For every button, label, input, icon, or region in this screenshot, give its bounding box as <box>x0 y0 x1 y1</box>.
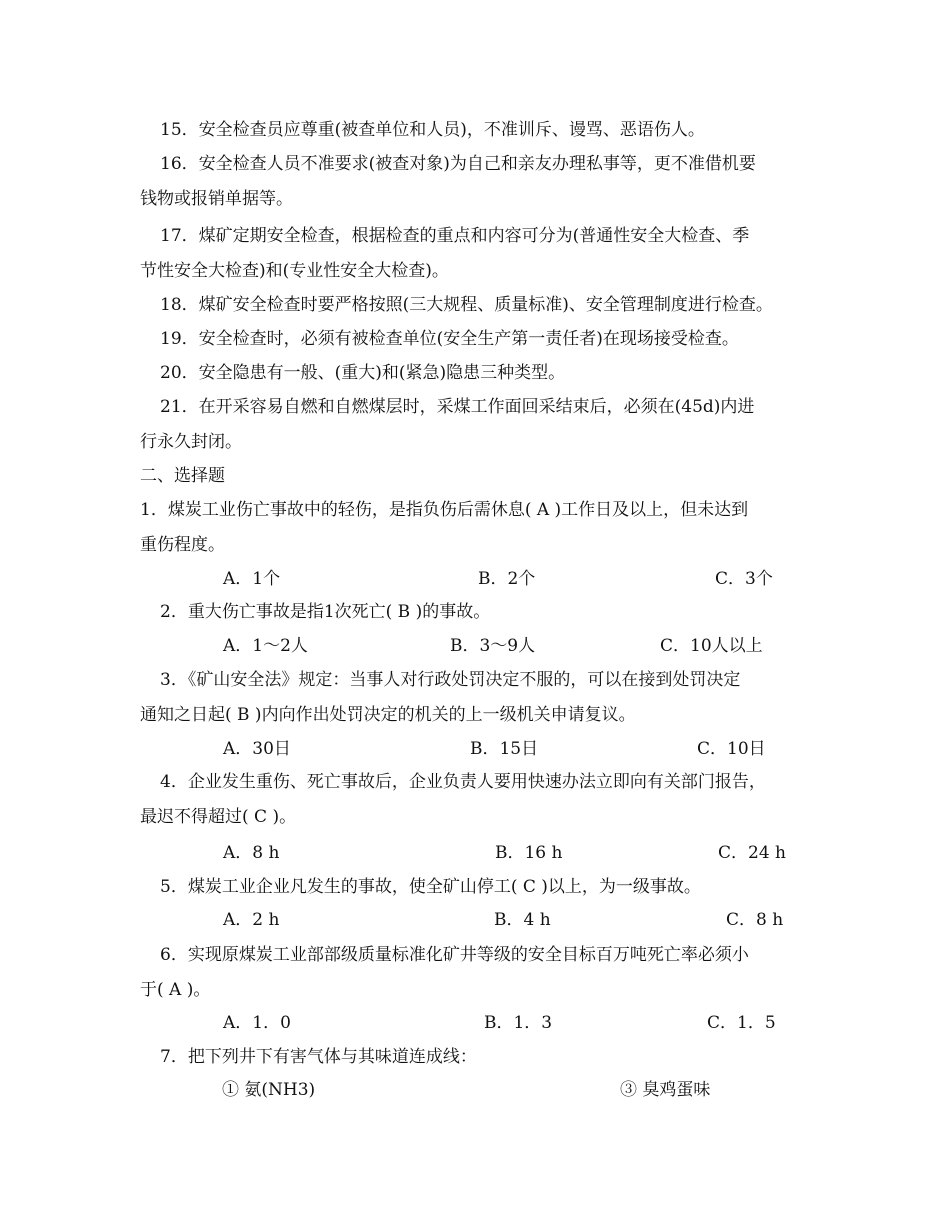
item-19: 19．安全检查时，必须有被检查单位(安全生产第一责任者)在现场接受检查。 <box>160 329 739 349</box>
item-16-line2: 钱物或报销单据等。 <box>140 189 293 209</box>
question-1-line2: 重伤程度。 <box>140 535 225 555</box>
question-7: 7．把下列井下有害气体与其味道连成线： <box>160 1047 477 1067</box>
q6-option-b: B．1．3 <box>484 1013 553 1033</box>
q2-option-c: C．10人以上 <box>660 636 763 656</box>
q4-option-b: B．16 h <box>495 843 563 863</box>
q5-option-a: A．2 h <box>223 910 280 930</box>
question-5: 5．煤炭工业企业凡发生的事故，使全矿山停工( C )以上，为一级事故。 <box>160 877 701 897</box>
q3-option-c: C．10日 <box>697 739 766 759</box>
question-3-line1: 3．《矿山安全法》规定：当事人对行政处罚决定不服的，可以在接到处罚决定 <box>160 670 741 690</box>
question-6-line1: 6．实现原煤炭工业部部级质量标准化矿井等级的安全目标百万吨死亡率必须小 <box>160 945 749 965</box>
item-17-line1: 17．煤矿定期安全检查，根据检查的重点和内容可分为(普通性安全大检查、季 <box>160 226 750 246</box>
q4-option-a: A．8 h <box>223 843 280 863</box>
question-4-line2: 最迟不得超过( C )。 <box>140 807 297 827</box>
item-15: 15．安全检查员应尊重(被查单位和人员)，不准训斥、谩骂、恶语伤人。 <box>160 120 705 140</box>
q5-option-c: C．8 h <box>726 910 784 930</box>
item-21-line2: 行永久封闭。 <box>140 432 242 452</box>
item-18: 18．煤矿安全检查时要严格按照(三大规程、质量标准)、安全管理制度进行检查。 <box>160 295 773 315</box>
item-17-line2: 节性安全大检查)和(专业性安全大检查)。 <box>140 261 449 281</box>
q7-left-item-1: ① 氨(NH3) <box>222 1080 316 1100</box>
question-4-line1: 4．企业发生重伤、死亡事故后，企业负责人要用快速办法立即向有关部门报告， <box>160 772 766 792</box>
question-2: 2．重大伤亡事故是指1次死亡( B )的事故。 <box>160 602 491 622</box>
q3-option-a: A．30日 <box>223 739 291 759</box>
q4-option-c: C．24 h <box>718 843 786 863</box>
question-1-line1: 1．煤炭工业伤亡事故中的轻伤，是指负伤后需休息( A )工作日及以上，但未达到 <box>140 500 749 520</box>
q2-option-a: A．1～2人 <box>223 636 308 656</box>
item-16-line1: 16．安全检查人员不准要求(被查对象)为自己和亲友办理私事等，更不准借机要 <box>160 154 756 174</box>
question-6-line2: 于( A )。 <box>140 980 211 1000</box>
q2-option-b: B．3～9人 <box>450 636 536 656</box>
q1-option-a: A．1个 <box>223 569 281 589</box>
item-20: 20．安全隐患有一般、(重大)和(紧急)隐患三种类型。 <box>160 363 566 383</box>
section-heading-choice: 二、选择题 <box>140 466 225 486</box>
q5-option-b: B．4 h <box>494 910 551 930</box>
q6-option-c: C．1．5 <box>707 1013 776 1033</box>
q1-option-c: C．3个 <box>715 569 773 589</box>
q6-option-a: A．1．0 <box>223 1013 291 1033</box>
q7-right-item-3: ③ 臭鸡蛋味 <box>620 1080 711 1100</box>
item-21-line1: 21．在开采容易自燃和自燃煤层时，采煤工作面回采结束后，必须在(45d)内进 <box>160 397 755 417</box>
q1-option-b: B．2个 <box>478 569 536 589</box>
question-3-line2: 通知之日起( B )内向作出处罚决定的机关的上一级机关申请复议。 <box>140 705 636 725</box>
q3-option-b: B．15日 <box>470 739 539 759</box>
